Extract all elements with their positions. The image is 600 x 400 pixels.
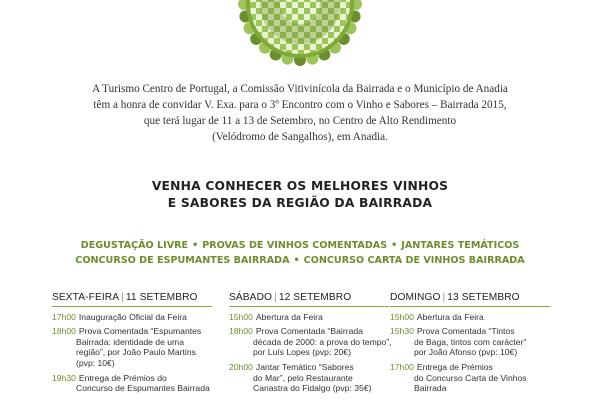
- schedule-event: [52, 312, 212, 322]
- day-column-friday: [52, 292, 212, 393]
- schedule-event: [229, 362, 389, 393]
- activity-item: DEGUSTAÇÃO LIVRE: [80, 240, 189, 251]
- header-separator: |: [274, 292, 277, 303]
- bullet-separator: •: [293, 255, 300, 266]
- program-schedule: [52, 292, 568, 400]
- event-time: 20h00: [229, 362, 253, 373]
- event-text: região”, por João Paulo Martins: [76, 347, 196, 358]
- day-weekday: SÁBADO: [229, 292, 273, 303]
- event-time: 17h00: [390, 362, 414, 373]
- event-time: 18h00: [52, 326, 76, 337]
- event-text: por Luís Lopes (pvp: 20€): [253, 347, 351, 358]
- checkered-wreath-icon: [238, 0, 362, 66]
- intro-line: A Turismo Centro de Portugal, a Comissão Vitivinícola da Bairrada e o Município de Anadia: [92, 83, 508, 95]
- intro-line: (Velódromo de Sangalhos), em Anadia.: [212, 131, 388, 143]
- day-header: [229, 292, 389, 307]
- intro-line: têm a honra de convidar V. Exa. para o 3º Encontro com o Vinho e Sabores – Bairrada 2015,: [93, 99, 507, 111]
- schedule-event: [52, 326, 212, 368]
- header-separator: |: [442, 292, 446, 303]
- event-time: 15h00: [390, 311, 414, 322]
- activity-item: CONCURSO CARTA DE VINHOS BAIRRADA: [303, 255, 525, 266]
- activities-list: [0, 238, 600, 268]
- invitation-text: [40, 81, 560, 145]
- event-text: Entrega de Prémios: [416, 362, 493, 373]
- bullet-separator: •: [391, 240, 398, 251]
- event-text: do Concurso Carta de Vinhos: [414, 372, 527, 383]
- event-text: Abertura da Feira: [416, 311, 484, 322]
- event-text: Prova Comentada “Espumantes: [78, 326, 202, 337]
- day-date: 13 SETEMBRO: [447, 292, 520, 303]
- activities-row-2: [0, 253, 600, 268]
- day-column-saturday: [229, 292, 392, 393]
- event-time: 17h00: [52, 311, 76, 322]
- event-text: Prova Comentada “Tintos: [416, 326, 515, 337]
- event-text: Bairrada: [414, 382, 447, 393]
- event-text: do Mar”, pelo Restaurante: [253, 372, 353, 383]
- day-header: [390, 292, 550, 307]
- event-text: (pvp: 10€): [76, 357, 115, 368]
- headline-line-1: VENHA CONHECER OS MELHORES VINHOS: [151, 179, 449, 193]
- schedule-event: [52, 373, 212, 394]
- event-text: de Baga, tintos com carácter”: [414, 336, 527, 347]
- headline: [0, 178, 600, 212]
- intro-line: que terá lugar de 11 a 13 de Setembro, no Centro de Alto Rendimento: [143, 115, 457, 127]
- day-date: 11 SETEMBRO: [125, 292, 198, 303]
- event-time: 15h30: [390, 326, 414, 337]
- schedule-event: [390, 326, 550, 357]
- event-time: 19h30: [52, 372, 76, 383]
- day-weekday: DOMINGO: [390, 292, 441, 303]
- schedule-event: [229, 326, 392, 358]
- event-text: Canastra do Fidalgo (pvp: 35€): [253, 382, 372, 393]
- event-logo: [238, 0, 362, 66]
- event-text: Abertura da Feira: [255, 311, 323, 322]
- header-separator: |: [121, 292, 124, 303]
- event-text: Entrega de Prémios do: [78, 372, 167, 383]
- event-text: Concurso de Espumantes Bairrada: [76, 382, 210, 393]
- event-text: Jantar Temático “Sabores: [255, 362, 354, 373]
- event-text: Inauguração Oficial da Feira: [78, 311, 187, 322]
- event-text: Bairrada: identidade de uma: [76, 336, 184, 347]
- schedule-event: [390, 362, 550, 393]
- bullet-separator: •: [192, 240, 199, 251]
- activity-item: JANTARES TEMÁTICOS: [401, 240, 520, 251]
- day-weekday: SEXTA-FEIRA: [52, 292, 120, 303]
- headline-line-2: E SABORES DA REGIÃO DA BAIRRADA: [167, 196, 433, 210]
- day-date: 12 SETEMBRO: [278, 292, 352, 303]
- event-time: 15h00: [229, 311, 253, 322]
- event-text: década de 2000: a prova do tempo”,: [253, 336, 392, 347]
- schedule-event: [390, 312, 550, 322]
- day-header: [52, 292, 212, 307]
- activity-item: PROVAS DE VINHOS COMENTADAS: [202, 240, 388, 251]
- day-column-sunday: [390, 292, 550, 393]
- event-time: 18h00: [229, 326, 253, 337]
- event-text: Prova Comentada “Bairrada: [255, 326, 363, 337]
- activity-item: CONCURSO DE ESPUMANTES BAIRRADA: [75, 255, 290, 266]
- activities-row-1: [0, 238, 600, 253]
- event-text: por João Afonso (pvp: 10€): [414, 347, 518, 358]
- schedule-event: [229, 312, 389, 322]
